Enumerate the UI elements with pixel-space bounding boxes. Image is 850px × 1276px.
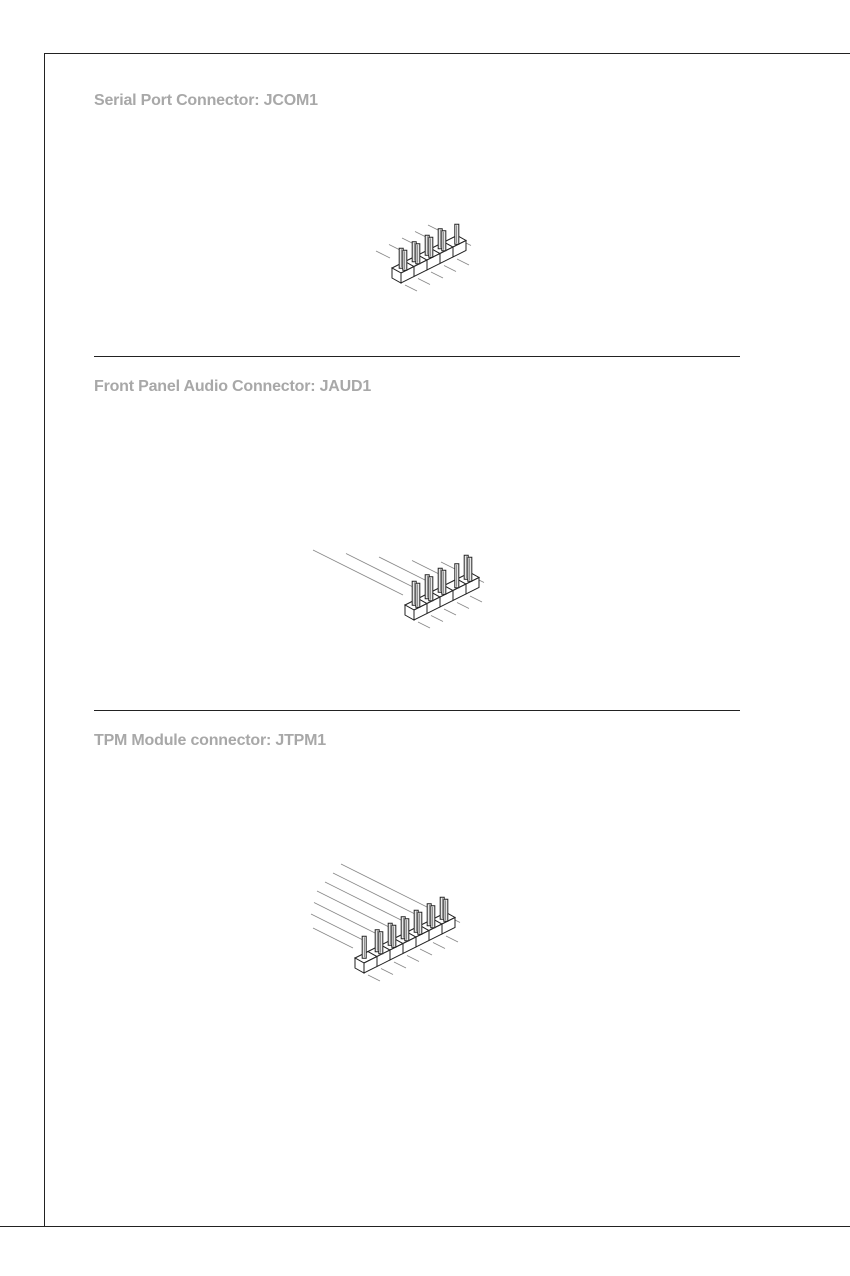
section-title-front-panel-audio: Front Panel Audio Connector: JAUD1 [94,378,372,395]
pin-leader-line [311,914,366,942]
section-title-serial-port: Serial Port Connector: JCOM1 [94,92,318,109]
pin-leader-line [341,864,431,909]
pin-leader-line [433,943,445,949]
section-title-tpm-module: TPM Module connector: JTPM1 [94,732,326,749]
pin-leader-line [394,962,406,968]
pin-leader-line [325,882,405,922]
pin-leader-line [381,969,393,975]
pin-leader-line [407,956,419,962]
pin-leader-line [314,903,379,936]
pin-leader-line [313,928,353,948]
pin-leader-line [446,936,458,942]
pin-leader-line [368,975,380,981]
pin-leader-line [333,873,418,916]
pin-leader-line [420,949,432,955]
